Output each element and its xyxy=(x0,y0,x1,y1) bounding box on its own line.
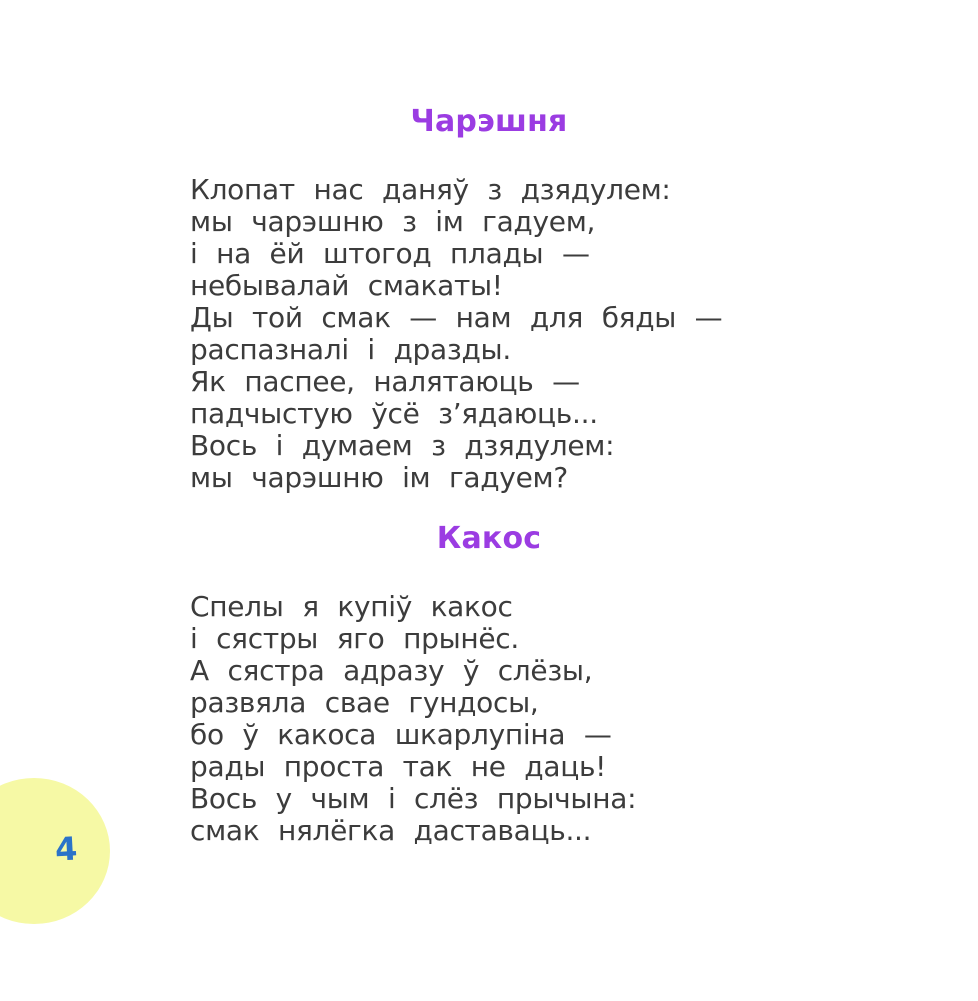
poem-section-charesnya xyxy=(0,104,978,494)
poem-line: і сястры яго прынёс. xyxy=(190,622,520,655)
poem-line: распазналі і дразды. xyxy=(190,333,511,366)
poem-body xyxy=(190,174,978,494)
poem-title: Чарэшня xyxy=(410,104,568,139)
poem-line: Ды той смак — нам для бяды — xyxy=(190,301,723,334)
poem-line: развяла свае гундосы, xyxy=(190,686,539,719)
poem-line: мы чарэшню ім гадуем? xyxy=(190,461,568,494)
poem-line: Клопат нас даняў з дзядулем: xyxy=(190,173,671,206)
poem-line: небывалай смакаты! xyxy=(190,269,503,302)
poem-line: Як паспее, налятаюць — xyxy=(190,365,580,398)
poem-title: Какос xyxy=(436,521,542,556)
poem-line: і на ёй штогод плады — xyxy=(190,237,590,270)
poem-line: мы чарэшню з ім гадуем, xyxy=(190,205,596,238)
poem-line: Спелы я купіў какос xyxy=(190,590,513,623)
poem-body xyxy=(190,591,978,847)
poem-line: бо ў какоса шкарлупіна — xyxy=(190,718,612,751)
poem-line: рады проста так не даць! xyxy=(190,750,607,783)
poem-section-kakos xyxy=(0,521,978,847)
poem-line: А сястра адразу ў слёзы, xyxy=(190,654,593,687)
poem-line: падчыстую ўсё з’ядаюць... xyxy=(190,397,598,430)
poem-line: Вось у чым і слёз прычына: xyxy=(190,782,637,815)
poem-line: Вось і думаем з дзядулем: xyxy=(190,429,615,462)
page-number: 4 xyxy=(54,829,79,869)
poem-line: смак нялёгка даставаць... xyxy=(190,814,592,847)
